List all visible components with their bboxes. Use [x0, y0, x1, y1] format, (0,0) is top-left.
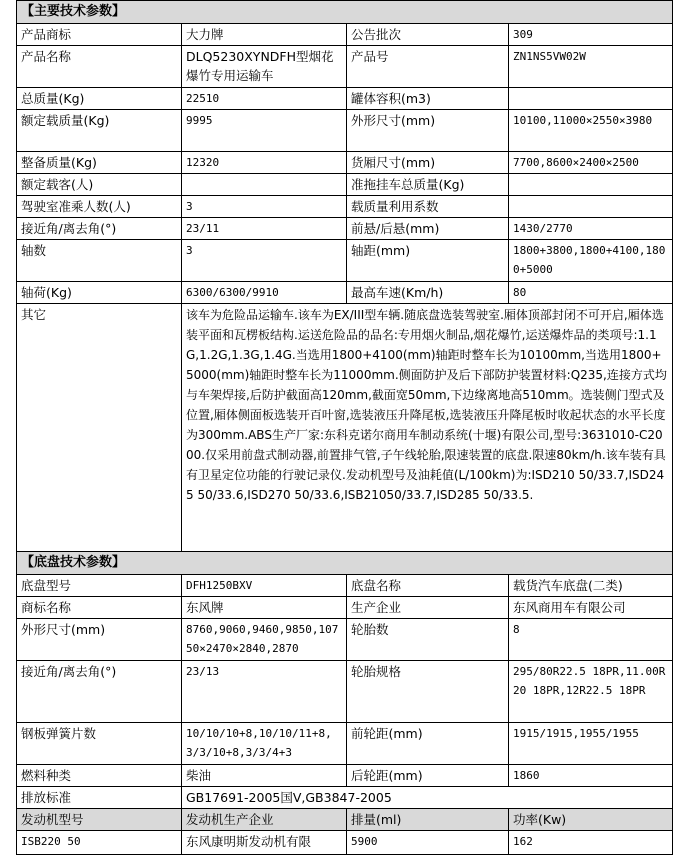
label-cell: 额定载质量(Kg): [17, 110, 182, 152]
value-cell: 8: [509, 619, 673, 661]
label-cell: 载质量利用系数: [347, 196, 509, 218]
engine-row: [17, 831, 673, 855]
label-cell: 商标名称: [17, 597, 182, 619]
label-cell: 底盘名称: [347, 575, 509, 597]
value-cell: 8760,9060,9460,9850,10750×2470×2840,2870: [182, 619, 347, 661]
chassis-section-title: 【底盘技术参数】: [17, 552, 673, 575]
table-row: [17, 723, 673, 765]
label-cell: 公告批次: [347, 24, 509, 46]
value-cell: 9995: [182, 110, 347, 152]
label-cell: 总质量(Kg): [17, 88, 182, 110]
table-row: [17, 196, 673, 218]
engine-header-cell: 功率(Kw): [509, 809, 673, 831]
emission-label: 排放标准: [17, 787, 182, 809]
value-cell: 6300/6300/9910: [182, 282, 347, 304]
other-label: 其它: [17, 304, 182, 552]
value-cell: 1800+3800,1800+4100,1800+5000: [509, 240, 673, 282]
value-cell: [509, 88, 673, 110]
table-row: [17, 240, 673, 282]
main-section-header: [17, 1, 673, 24]
value-cell: [509, 174, 673, 196]
label-cell: 准拖挂车总质量(Kg): [347, 174, 509, 196]
label-cell: 前轮距(mm): [347, 723, 509, 765]
label-cell: 轮胎数: [347, 619, 509, 661]
value-cell: 3: [182, 240, 347, 282]
label-cell: 底盘型号: [17, 575, 182, 597]
spec-table: [16, 0, 673, 855]
label-cell: 钢板弹簧片数: [17, 723, 182, 765]
engine-cell: ISB220 50: [17, 831, 182, 855]
value-cell: [509, 196, 673, 218]
table-row: [17, 765, 673, 787]
label-cell: 接近角/离去角(°): [17, 218, 182, 240]
engine-cell: 5900: [347, 831, 509, 855]
label-cell: 外形尺寸(mm): [17, 619, 182, 661]
label-cell: 驾驶室准乘人数(人): [17, 196, 182, 218]
chassis-section-header: [17, 552, 673, 575]
emission-value: GB17691-2005国Ⅴ,GB3847-2005: [182, 787, 673, 809]
engine-cell: 东风康明斯发动机有限: [182, 831, 347, 855]
table-row: [17, 152, 673, 174]
value-cell: ZN1NS5VW02W: [509, 46, 673, 88]
value-cell: 1430/2770: [509, 218, 673, 240]
table-row: [17, 46, 673, 88]
value-cell: 东风牌: [182, 597, 347, 619]
label-cell: 轴距(mm): [347, 240, 509, 282]
value-cell: 大力牌: [182, 24, 347, 46]
label-cell: 燃料种类: [17, 765, 182, 787]
label-cell: 产品号: [347, 46, 509, 88]
value-cell: 10/10/10+8,10/10/11+8,3/3/10+8,3/3/4+3: [182, 723, 347, 765]
value-cell: 80: [509, 282, 673, 304]
value-cell: 22510: [182, 88, 347, 110]
label-cell: 轴数: [17, 240, 182, 282]
label-cell: 最高车速(Km/h): [347, 282, 509, 304]
value-cell: 295/80R22.5 18PR,11.00R20 18PR,12R22.5 18PR: [509, 661, 673, 723]
table-row: [17, 218, 673, 240]
table-row: [17, 110, 673, 152]
label-cell: 轴荷(Kg): [17, 282, 182, 304]
value-cell: 23/11: [182, 218, 347, 240]
value-cell: DLQ5230XYNDFH型烟花爆竹专用运输车: [182, 46, 347, 88]
label-cell: 生产企业: [347, 597, 509, 619]
table-row: [17, 661, 673, 723]
label-cell: 轮胎规格: [347, 661, 509, 723]
label-cell: 前悬/后悬(mm): [347, 218, 509, 240]
value-cell: 柴油: [182, 765, 347, 787]
other-text: 该车为危险品运输车.该车为EX/III型车辆.随底盘选装驾驶室.厢体顶部封闭不可开启,厢体选装平面和瓦楞板结构.运送危险品的品名:专用烟火制品,烟花爆竹,运送爆炸品的类项号:1.1G,1.2G,1.3G,1.4G.当选用1800+4100(mm)轴距时整车长为10100mm,当选用1800+5000(mm)轴距时整车长为11000mm.侧面防护及后下部防护装置材料:Q235,连接方式均与车架焊接,后防护截面高120mm,截面宽50mm,下边缘离地高510mm。选装侧门型式及位置,厢体侧面板选装开百叶窗,选装液压升降尾板,选装液压升降尾板时收起状态的水平长度为300mm.ABS生产厂家:东科克诺尔商用车制动系统(十堰)有限公司,型号:3631010-C2000.仅采用前盘式制动器,前置排气管,子午线轮胎,限速装置的底盘.限速80km/h.该车装有具有卫星定位功能的行驶记录仪.发动机型号及油耗值(L/100km)为:ISD210 50/33.7,ISD245 50/33.6,ISD270 50/33.6,ISB21050/33.7,ISD285 50/33.5.: [182, 304, 673, 552]
label-cell: 后轮距(mm): [347, 765, 509, 787]
engine-header-row: [17, 809, 673, 831]
label-cell: 货厢尺寸(mm): [347, 152, 509, 174]
spec-sheet: [16, 0, 672, 855]
label-cell: 额定载客(人): [17, 174, 182, 196]
value-cell: 载货汽车底盘(二类): [509, 575, 673, 597]
engine-header-cell: 排量(ml): [347, 809, 509, 831]
value-cell: 3: [182, 196, 347, 218]
engine-header-cell: 发动机生产企业: [182, 809, 347, 831]
value-cell: [182, 174, 347, 196]
emission-row: [17, 787, 673, 809]
value-cell: 10100,11000×2550×3980: [509, 110, 673, 152]
label-cell: 整备质量(Kg): [17, 152, 182, 174]
table-row: [17, 597, 673, 619]
table-row: [17, 282, 673, 304]
label-cell: 罐体容积(m3): [347, 88, 509, 110]
label-cell: 产品名称: [17, 46, 182, 88]
engine-header-cell: 发动机型号: [17, 809, 182, 831]
value-cell: DFH1250BXV: [182, 575, 347, 597]
value-cell: 1915/1915,1955/1955: [509, 723, 673, 765]
label-cell: 接近角/离去角(°): [17, 661, 182, 723]
label-cell: 产品商标: [17, 24, 182, 46]
value-cell: 1860: [509, 765, 673, 787]
table-row: [17, 24, 673, 46]
label-cell: 外形尺寸(mm): [347, 110, 509, 152]
value-cell: 309: [509, 24, 673, 46]
value-cell: 23/13: [182, 661, 347, 723]
table-row: [17, 575, 673, 597]
main-section-title: 【主要技术参数】: [17, 1, 673, 24]
value-cell: 12320: [182, 152, 347, 174]
table-row: [17, 619, 673, 661]
value-cell: 东风商用车有限公司: [509, 597, 673, 619]
table-row: [17, 88, 673, 110]
engine-cell: 162: [509, 831, 673, 855]
remarks-row: [17, 304, 673, 552]
table-row: [17, 174, 673, 196]
value-cell: 7700,8600×2400×2500: [509, 152, 673, 174]
